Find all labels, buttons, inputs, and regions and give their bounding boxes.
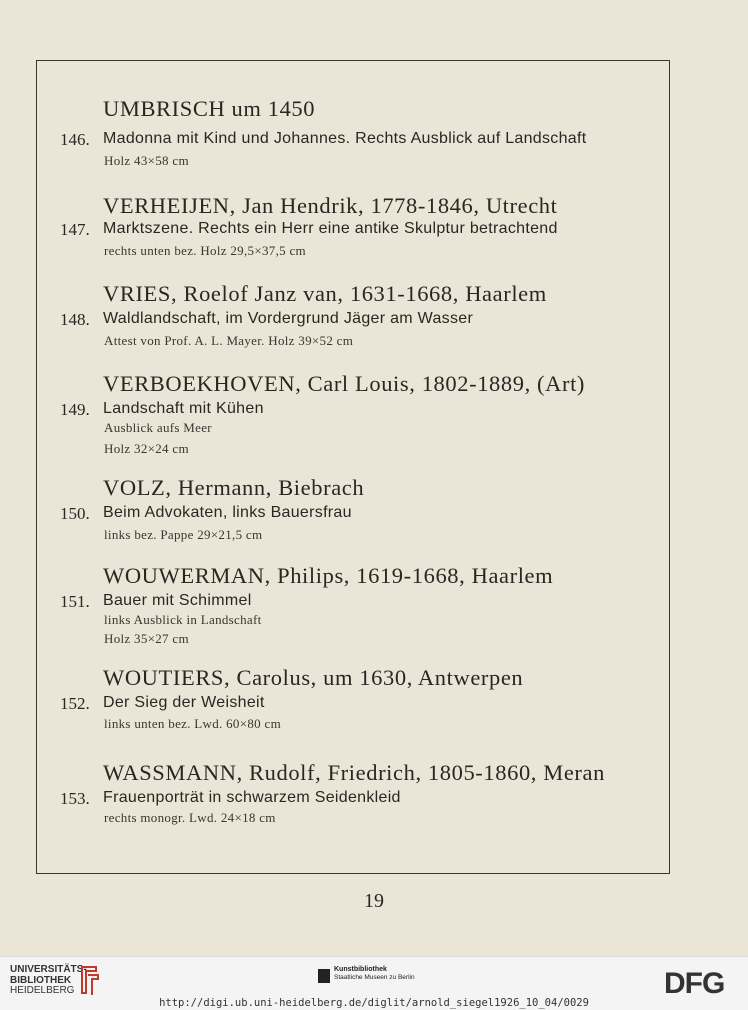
artwork-title: Madonna mit Kind und Johannes. Rechts Ausblick auf Landschaft [103,130,587,147]
artist-heading: WOUTIERS, Carolus, um 1630, Antwerpen [103,665,524,690]
lot-number: 151. [60,592,90,611]
lot-number: 147. [60,220,90,239]
lot-number: 149. [60,400,90,419]
artist-heading: UMBRISCH um 1450 [103,96,316,121]
artwork-detail: rechts monogr. Lwd. 24×18 cm [104,810,276,825]
artwork-detail: Ausblick aufs Meer [104,420,212,435]
artwork-detail: Attest von Prof. A. L. Mayer. Holz 39×52 cm [104,333,354,348]
artwork-title: Der Sieg der Weisheit [103,694,265,711]
artwork-detail: rechts unten bez. Holz 29,5×37,5 cm [104,243,306,258]
kunstbibliothek-mark-icon [318,969,330,983]
artwork-detail: links unten bez. Lwd. 60×80 cm [104,716,281,731]
logo-line: BIBLIOTHEK [10,974,72,986]
permalink-url[interactable]: http://digi.ub.uni-heidelberg.de/diglit/arnold_siegel1926_10_04/0029 [159,997,589,1009]
lot-number: 152. [60,694,90,713]
logo-line: UNIVERSITÄTS- [10,964,87,975]
artwork-title: Waldlandschaft, im Vordergrund Jäger am Wasser [103,310,474,327]
artwork-detail: links bez. Pappe 29×21,5 cm [104,527,263,542]
artwork-detail: Holz 43×58 cm [104,153,189,168]
logo-line: HEIDELBERG [10,985,75,996]
artist-heading: VOLZ, Hermann, Biebrach [103,475,365,500]
artist-heading: VRIES, Roelof Janz van, 1631-1668, Haarlem [103,281,547,306]
kunstbibliothek-logo[interactable] [334,966,415,982]
university-library-logo[interactable] [10,965,87,997]
dfg-logo[interactable]: DFG [664,967,725,1000]
artwork-title: Marktszene. Rechts ein Herr eine antike Skulptur betrachtend [103,220,558,237]
page-frame [36,60,670,874]
kb-sub: Staatliche Museen zu Berlin [334,974,415,981]
artwork-detail: Holz 32×24 cm [104,441,189,456]
kb-name: Kunstbibliothek [334,966,387,973]
digitization-footer [0,956,748,1010]
artwork-detail: links Ausblick in Landschaft [104,612,262,627]
artwork-title: Landschaft mit Kühen [103,400,264,417]
lot-number: 146. [60,130,90,149]
artist-heading: VERBOEKHOVEN, Carl Louis, 1802-1889, (Art) [103,371,586,396]
lot-number: 153. [60,789,90,808]
artist-heading: WOUWERMAN, Philips, 1619-1668, Haarlem [103,563,554,588]
lot-number: 150. [60,504,90,523]
lot-number: 148. [60,310,90,329]
artwork-title: Frauenporträt in schwarzem Seidenkleid [103,789,401,806]
artist-heading: VERHEIJEN, Jan Hendrik, 1778-1846, Utrecht [103,193,558,218]
artwork-title: Bauer mit Schimmel [103,592,252,609]
artwork-detail: Holz 35×27 cm [104,631,189,646]
university-mark-icon [78,963,100,997]
artwork-title: Beim Advokaten, links Bauersfrau [103,504,352,521]
artist-heading: WASSMANN, Rudolf, Friedrich, 1805-1860, Meran [103,760,605,785]
page-number: 19 [364,890,384,912]
